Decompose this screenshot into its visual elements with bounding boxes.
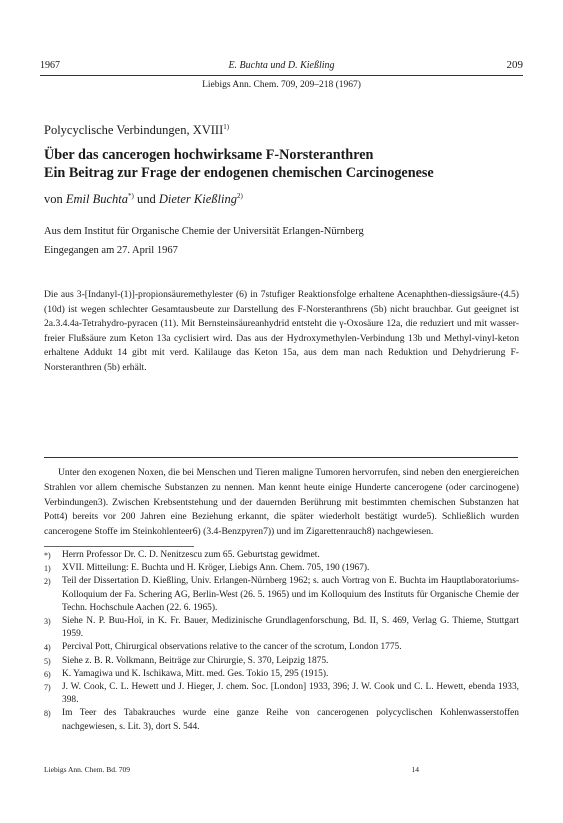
footnote-mark: 5): [44, 656, 51, 666]
page-footer: [44, 765, 519, 774]
footnote-text: K. Yamagiwa und K. Ischikawa, Mitt. med. Ges. Tokio 15, 295 (1915).: [62, 668, 329, 679]
title-line-2: Ein Beitrag zur Frage der endogenen chemischen Carcinogenese: [44, 165, 434, 181]
title-line-1: Über das cancerogen hochwirksame F-Norsteranthren: [44, 147, 374, 163]
footer-sheet-number: 14: [411, 765, 419, 774]
abstract: [44, 288, 519, 376]
abstract-line: dem man nach Reduktion und Dehydrierung F-Norsteranthren (5b) erhält.: [44, 347, 520, 373]
body-paragraph: [44, 466, 519, 540]
header-rule: [40, 75, 523, 76]
series-title: [44, 123, 229, 138]
abstract-rule: [44, 457, 518, 458]
footnote: [44, 681, 519, 707]
footnote-text: Percival Pott, Chirurgical observations relative to the cancer of the scrotum, London 1775.: [62, 642, 402, 653]
author-line: [44, 192, 243, 207]
body-text: [44, 466, 519, 540]
received-date: Eingegangen am 27. April 1967: [44, 245, 178, 256]
footnote: [44, 707, 519, 733]
footnote-mark: 7): [44, 683, 51, 693]
footnote-mark: 2): [44, 577, 51, 587]
footnote-text: Im Teer des Tabakrauches wurde eine ganze Reihe von cancerogenen polycyclischen Kohlenwasserstoffen nachgewiesen, s. Lit. 3), dort S. 544.: [62, 708, 519, 732]
author-1-ref: *): [128, 192, 134, 200]
journal-citation: Liebigs Ann. Chem. 709, 209–218 (1967): [202, 80, 361, 90]
footnote-rule: [44, 546, 194, 547]
footnote-text: XVII. Mitteilung: E. Buchta und H. Kröger, Liebigs Ann. Chem. 705, 190 (1967).: [62, 563, 370, 574]
paper-title: [44, 146, 533, 182]
header-running-title: E. Buchta und D. Kießling: [228, 60, 335, 71]
footnote: [44, 562, 519, 575]
body-line: hat Pott4) bereits vor 200 Jahren eine Beziehung erkannt, die später wiederholt bestätigt: [44, 496, 519, 523]
author-2: Dieter Kießling: [158, 192, 237, 207]
series-ref: 1): [223, 123, 230, 131]
footnote: [44, 641, 519, 654]
series-label: Polycyclische Verbindungen, XVIII: [44, 123, 224, 138]
footnote-text: Siehe N. P. Buu-Hoï, in K. Fr. Bauer, Medizinische Grundlagenforschung, Bd. II, S. 469, Verlag G. Thieme, Stuttgart 1959.: [62, 616, 519, 640]
author-1: Emil Buchta: [65, 192, 129, 207]
affiliation-block: [44, 222, 364, 260]
footnote-text: Herrn Professor Dr. C. D. Nenitzescu zum 65. Geburtstag gewidmet.: [62, 550, 320, 560]
body-line: kennt heute einige Hunderte cancerogene (oder carcinogene) Verbindungen3). Zwischen: [44, 481, 520, 508]
footnotes: [44, 549, 519, 734]
abstract-line: 13b und Methyl-vinyl-keton erhaltene Addukt 14 gibt mit verd. Kalilauge das Keton 15a, aus: [44, 332, 520, 359]
footnote-text: Teil der Dissertation D. Kießling, Univ. Erlangen-Nürnberg 1962; s. auch Vortrag von E. Buchta im Hauptlaboratoriums-Kolloquium der Fa. Schering AG, Berlin-West (26. 5. 1965) und im Kolloquium des Instituts für Organische Chemie der Techn. Hochschule Aachen (22. 6. 1965).: [62, 576, 519, 613]
running-header: [40, 60, 523, 74]
footnote-text: J. W. Cook, C. L. Hewett und J. Hieger, J. chem. Soc. [London] 1933, 396; J. W. Cook und C. L. Hewett, ebenda 1933, 398.: [62, 682, 519, 706]
author-prefix: von: [44, 192, 63, 207]
footnote-mark: 1): [44, 564, 51, 574]
abstract-line: freier Flußsäure zum Keton 13a cyclisiert wird. Das aus der Hydroxymethylen-Verbindung: [44, 332, 409, 344]
footnote-mark: 4): [44, 643, 51, 653]
body-line: wurde5). Schließlich wurden cancerogene Stoffe im Steinkohlenteer6) (3.4-Benzpyren7)) und: [44, 511, 519, 538]
footnote-text: Siehe z. B. R. Volkmann, Beiträge zur Chirurgie, S. 370, Leipzig 1875.: [62, 655, 329, 666]
footnote-mark: 8): [44, 709, 51, 719]
abstract-line: des F-Norsteranthrens (5b) nicht brauchbar. Gut geeignet ist 2a.3.4.4a-Tetrahydro-pyracen: [44, 303, 519, 330]
footnote: [44, 668, 519, 681]
footnote: [44, 615, 519, 641]
header-year: 1967: [40, 60, 60, 71]
body-line: Krebsentstehung und der dauernden Berührung mit bestimmten chemischen Substanzen: [153, 496, 508, 508]
footnote: [44, 655, 519, 668]
body-line: Unter den exogenen Noxen, die bei Menschen und Tieren maligne Tumoren hervorrufen,: [58, 467, 403, 478]
footnote-mark: 3): [44, 617, 51, 627]
institution: Aus dem Institut für Organische Chemie der Universität Erlangen-Nürnberg: [44, 226, 364, 237]
footnote-mark: *): [44, 551, 51, 560]
abstract-line: Die aus 3-[Indanyl-(1)]-propionsäuremethylester (6) in 7stufiger Reaktionsfolge erhaltene: [44, 289, 397, 300]
body-line: im Zigarettenrauch8) nachgewiesen.: [293, 526, 434, 538]
footnote: [44, 549, 519, 562]
footnote: [44, 575, 519, 615]
abstract-line: Acenaphthen-diessigsäure-(4.5) (10d) ist wegen schlechter Gesamtausbeute zur Darstellung: [44, 289, 519, 315]
author-conj: und: [136, 192, 156, 207]
abstract-line: (11). Mit Bernsteinsäureanhydrid entsteht die γ-Oxosäure 12a, die reduziert und mit wasser-: [160, 318, 520, 330]
header-page-number: 209: [506, 59, 523, 71]
footnote-mark: 6): [44, 669, 51, 679]
footer-journal: Liebigs Ann. Chem. Bd. 709: [44, 765, 131, 774]
body-line: sind neben den energiereichen Strahlen vor allem chemische Substanzen zu nennen. Man: [44, 467, 520, 493]
author-2-ref: 2): [236, 192, 243, 200]
